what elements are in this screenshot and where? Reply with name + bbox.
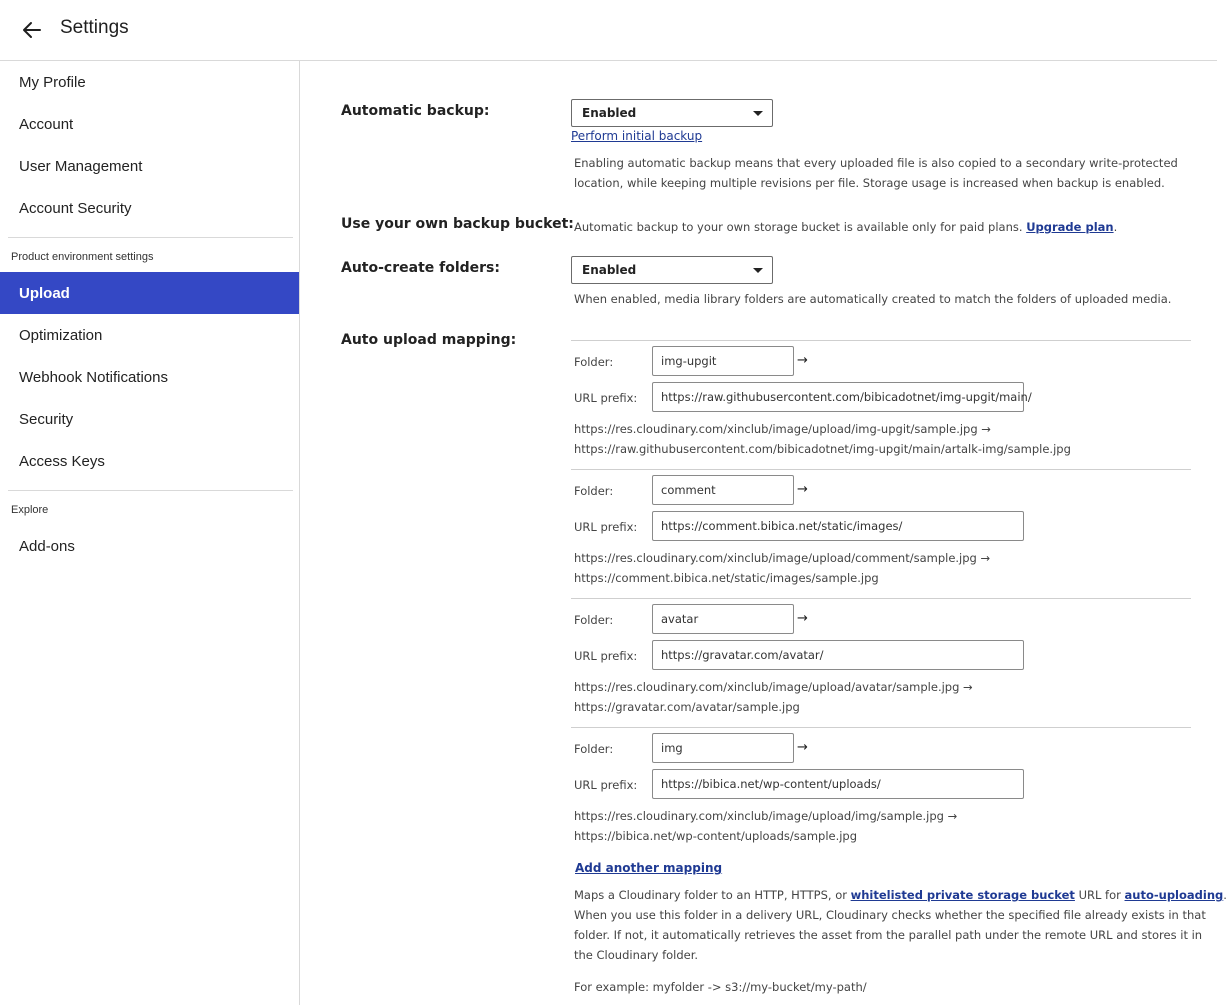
perform-initial-backup-link[interactable]: Perform initial backup bbox=[571, 129, 703, 143]
main-content bbox=[300, 61, 1227, 1005]
folder-input[interactable]: img bbox=[652, 733, 794, 763]
arrow-right-icon: → bbox=[797, 740, 808, 755]
whitelisted-bucket-link[interactable]: whitelisted private storage bucket bbox=[850, 888, 1075, 902]
sidebar-item-account[interactable]: Account bbox=[19, 115, 74, 133]
back-arrow-icon[interactable] bbox=[20, 18, 44, 42]
arrow-right-icon: → bbox=[797, 611, 808, 626]
mapping-target-url: https://gravatar.com/avatar/sample.jpg bbox=[574, 700, 800, 714]
folder-label: Folder: bbox=[574, 355, 614, 369]
mapping-source-url: https://res.cloudinary.com/xinclub/image/upload/avatar/sample.jpg → bbox=[574, 680, 973, 694]
auto-create-folders-value: Enabled bbox=[582, 263, 637, 277]
sidebar-item-access-keys[interactable]: Access Keys bbox=[19, 452, 105, 470]
sidebar-divider bbox=[8, 490, 293, 491]
sidebar-item-my-profile[interactable]: My Profile bbox=[19, 73, 86, 91]
automatic-backup-desc-line1: Enabling automatic backup means that every uploaded file is also copied to a secondary write-protected bbox=[574, 156, 1178, 170]
mapping-row bbox=[571, 727, 1191, 856]
sidebar-item-security[interactable]: Security bbox=[19, 410, 74, 428]
sidebar-item-webhook-notifications[interactable]: Webhook Notifications bbox=[19, 368, 168, 386]
folder-label: Folder: bbox=[574, 613, 614, 627]
own-backup-bucket-desc bbox=[574, 217, 1117, 237]
sidebar-section-explore: Explore bbox=[11, 504, 49, 516]
mapping-row bbox=[571, 598, 1191, 727]
automatic-backup-select[interactable] bbox=[571, 99, 773, 127]
own-backup-bucket-text: Automatic backup to your own storage bucket is available only for paid plans. bbox=[574, 220, 1023, 234]
url-prefix-label: URL prefix: bbox=[574, 778, 638, 792]
arrow-right-icon: → bbox=[797, 482, 808, 497]
mapping-source-url: https://res.cloudinary.com/xinclub/image/upload/img/sample.jpg → bbox=[574, 809, 958, 823]
mapping-row bbox=[571, 469, 1191, 598]
auto-uploading-link[interactable]: auto-uploading bbox=[1124, 888, 1224, 902]
automatic-backup-label: Automatic backup: bbox=[341, 103, 490, 119]
url-prefix-input[interactable]: https://raw.githubusercontent.com/bibicadotnet/img-upgit/main/ bbox=[652, 382, 1024, 412]
url-prefix-label: URL prefix: bbox=[574, 520, 638, 534]
sidebar-item-add-ons[interactable]: Add-ons bbox=[19, 537, 75, 555]
automatic-backup-value: Enabled bbox=[582, 106, 637, 120]
add-another-mapping-link[interactable]: Add another mapping bbox=[575, 861, 723, 875]
mapping-info-text: URL for bbox=[1074, 888, 1125, 902]
chevron-down-icon bbox=[753, 268, 763, 273]
mapping-source-url: https://res.cloudinary.com/xinclub/image/upload/img-upgit/sample.jpg → bbox=[574, 422, 991, 436]
mapping-info-line4: the Cloudinary folder. bbox=[574, 948, 699, 962]
sidebar bbox=[0, 61, 300, 1005]
mapping-source-url: https://res.cloudinary.com/xinclub/image/upload/comment/sample.jpg → bbox=[574, 551, 991, 565]
page-title: Settings bbox=[60, 17, 129, 38]
mapping-info-text: Maps a Cloudinary folder to an HTTP, HTTPS, or bbox=[574, 888, 851, 902]
mapping-info-line3: folder. If not, it automatically retrieves the asset from the parallel path under the remote URL and stores it in bbox=[574, 928, 1203, 942]
mapping-info-text: . bbox=[1223, 888, 1227, 902]
url-prefix-label: URL prefix: bbox=[574, 391, 638, 405]
auto-create-folders-label: Auto-create folders: bbox=[341, 260, 500, 276]
url-prefix-input[interactable]: https://comment.bibica.net/static/images/ bbox=[652, 511, 1024, 541]
auto-create-folders-select[interactable] bbox=[571, 256, 773, 284]
chevron-down-icon bbox=[753, 111, 763, 116]
mapping-target-url: https://raw.githubusercontent.com/bibicadotnet/img-upgit/main/artalk-img/sample.jpg bbox=[574, 442, 1071, 456]
auto-upload-mapping-label: Auto upload mapping: bbox=[341, 332, 517, 348]
top-bar bbox=[0, 0, 1217, 61]
folder-input[interactable]: avatar bbox=[652, 604, 794, 634]
url-prefix-input[interactable]: https://gravatar.com/avatar/ bbox=[652, 640, 1024, 670]
sidebar-item-account-security[interactable]: Account Security bbox=[19, 199, 132, 217]
auto-create-folders-desc: When enabled, media library folders are automatically created to match the folders of uploaded media. bbox=[574, 292, 1172, 306]
sidebar-item-upload[interactable]: Upload bbox=[0, 272, 299, 314]
mapping-info-line2: When you use this folder in a delivery URL, Cloudinary checks whether the specified file already exists in that bbox=[574, 908, 1206, 922]
mapping-row bbox=[571, 340, 1191, 469]
arrow-right-icon: → bbox=[797, 353, 808, 368]
mapping-target-url: https://bibica.net/wp-content/uploads/sample.jpg bbox=[574, 829, 858, 843]
folder-label: Folder: bbox=[574, 484, 614, 498]
sidebar-item-user-management[interactable]: User Management bbox=[19, 157, 143, 175]
own-backup-bucket-label: Use your own backup bucket: bbox=[341, 216, 574, 232]
sidebar-divider bbox=[8, 237, 293, 238]
mapping-info-line1 bbox=[574, 885, 1227, 905]
upgrade-plan-link[interactable]: Upgrade plan bbox=[1026, 220, 1114, 234]
own-backup-bucket-trail: . bbox=[1113, 220, 1118, 234]
sidebar-item-optimization[interactable]: Optimization bbox=[19, 326, 103, 344]
sidebar-section-product: Product environment settings bbox=[11, 251, 154, 263]
mapping-target-url: https://comment.bibica.net/static/images/sample.jpg bbox=[574, 571, 879, 585]
folder-input[interactable]: comment bbox=[652, 475, 794, 505]
folder-input[interactable]: img-upgit bbox=[652, 346, 794, 376]
url-prefix-label: URL prefix: bbox=[574, 649, 638, 663]
url-prefix-input[interactable]: https://bibica.net/wp-content/uploads/ bbox=[652, 769, 1024, 799]
mapping-example: For example: myfolder -> s3://my-bucket/my-path/ bbox=[574, 980, 867, 994]
automatic-backup-desc-line2: location, while keeping multiple revisions per file. Storage usage is increased when backup is enabled. bbox=[574, 176, 1165, 190]
folder-label: Folder: bbox=[574, 742, 614, 756]
